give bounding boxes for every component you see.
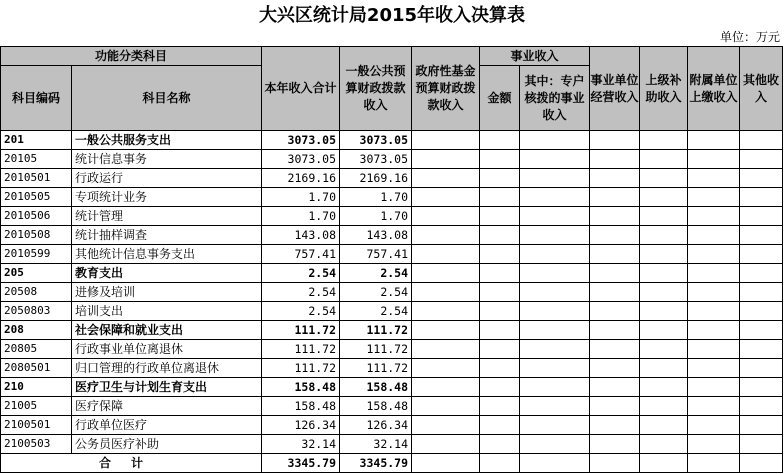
row-code: 2010505	[1, 188, 72, 207]
table-row	[1, 359, 783, 378]
row-gov-fund	[412, 302, 480, 321]
row-special	[520, 416, 590, 435]
row-affiliated	[688, 435, 740, 454]
row-gov-fund	[412, 207, 480, 226]
row-general: 143.08	[340, 226, 412, 245]
row-total: 143.08	[262, 226, 340, 245]
row-superior	[640, 169, 688, 188]
row-code: 205	[1, 264, 72, 283]
row-special	[520, 264, 590, 283]
row-code: 201	[1, 131, 72, 150]
row-gov-fund	[412, 169, 480, 188]
row-affiliated	[688, 169, 740, 188]
row-amount	[480, 131, 520, 150]
table-row	[1, 283, 783, 302]
row-operating	[590, 321, 640, 340]
row-other	[740, 435, 783, 454]
row-name: 统计信息事务	[72, 150, 262, 169]
row-code: 2050803	[1, 302, 72, 321]
row-general: 126.34	[340, 416, 412, 435]
row-operating	[590, 169, 640, 188]
row-other	[740, 131, 783, 150]
header-career-income: 事业收入	[480, 47, 590, 66]
row-superior	[640, 435, 688, 454]
table-row	[1, 302, 783, 321]
table-row	[1, 264, 783, 283]
row-operating	[590, 397, 640, 416]
header-code: 科目编码	[1, 66, 72, 131]
table-row	[1, 435, 783, 454]
row-name: 其他统计信息事务支出	[72, 245, 262, 264]
row-general: 2169.16	[340, 169, 412, 188]
row-gov-fund	[412, 416, 480, 435]
row-other	[740, 397, 783, 416]
row-total: 158.48	[262, 378, 340, 397]
row-gov-fund	[412, 359, 480, 378]
row-special	[520, 283, 590, 302]
row-general: 1.70	[340, 188, 412, 207]
row-amount	[480, 454, 520, 473]
row-gov-fund	[412, 378, 480, 397]
row-amount	[480, 397, 520, 416]
row-special	[520, 359, 590, 378]
row-general: 32.14	[340, 435, 412, 454]
row-amount	[480, 435, 520, 454]
row-general: 1.70	[340, 207, 412, 226]
row-amount	[480, 359, 520, 378]
row-general: 2.54	[340, 302, 412, 321]
header-operating: 事业单位经营收入	[590, 47, 640, 131]
row-amount	[480, 188, 520, 207]
row-gov-fund	[412, 283, 480, 302]
row-name: 专项统计业务	[72, 188, 262, 207]
row-code: 2010506	[1, 207, 72, 226]
table-row	[1, 321, 783, 340]
row-code: 2100503	[1, 435, 72, 454]
row-other	[740, 264, 783, 283]
row-superior	[640, 378, 688, 397]
row-operating	[590, 245, 640, 264]
row-gov-fund	[412, 150, 480, 169]
row-name: 教育支出	[72, 264, 262, 283]
row-total: 3073.05	[262, 131, 340, 150]
row-gov-fund	[412, 435, 480, 454]
row-code: 210	[1, 378, 72, 397]
row-operating	[590, 131, 640, 150]
row-special	[520, 454, 590, 473]
row-affiliated	[688, 283, 740, 302]
row-other	[740, 454, 783, 473]
row-general: 2.54	[340, 283, 412, 302]
row-other	[740, 378, 783, 397]
row-other	[740, 283, 783, 302]
row-special	[520, 150, 590, 169]
row-code: 21005	[1, 397, 72, 416]
row-affiliated	[688, 245, 740, 264]
total-label: 合计	[1, 454, 262, 473]
row-total: 2169.16	[262, 169, 340, 188]
table-row	[1, 188, 783, 207]
unit-label: 单位：万元	[719, 30, 780, 44]
row-operating	[590, 359, 640, 378]
table-row	[1, 245, 783, 264]
row-total: 2.54	[262, 283, 340, 302]
row-superior	[640, 340, 688, 359]
row-name: 统计抽样调查	[72, 226, 262, 245]
row-superior	[640, 245, 688, 264]
table-row	[1, 131, 783, 150]
row-name: 行政单位医疗	[72, 416, 262, 435]
row-affiliated	[688, 226, 740, 245]
row-general: 2.54	[340, 264, 412, 283]
row-superior	[640, 359, 688, 378]
row-name: 医疗保障	[72, 397, 262, 416]
row-affiliated	[688, 340, 740, 359]
row-gov-fund	[412, 264, 480, 283]
row-name: 归口管理的行政单位离退休	[72, 359, 262, 378]
row-total: 1.70	[262, 188, 340, 207]
row-amount	[480, 169, 520, 188]
row-amount	[480, 416, 520, 435]
row-code: 20508	[1, 283, 72, 302]
row-other	[740, 245, 783, 264]
header-name: 科目名称	[72, 66, 262, 131]
row-operating	[590, 283, 640, 302]
row-affiliated	[688, 397, 740, 416]
row-general: 111.72	[340, 340, 412, 359]
row-total: 126.34	[262, 416, 340, 435]
table-row	[1, 226, 783, 245]
total-row	[1, 454, 783, 473]
row-other	[740, 150, 783, 169]
row-affiliated	[688, 207, 740, 226]
row-name: 进修及培训	[72, 283, 262, 302]
row-affiliated	[688, 416, 740, 435]
header-other: 其他收入	[740, 47, 783, 131]
row-gov-fund	[412, 454, 480, 473]
row-operating	[590, 302, 640, 321]
row-operating	[590, 435, 640, 454]
header-superior-subsidy: 上级补助收入	[640, 47, 688, 131]
row-special	[520, 169, 590, 188]
row-operating	[590, 378, 640, 397]
page-title: 大兴区统计局2015年收入决算表	[258, 5, 526, 26]
table-row	[1, 150, 783, 169]
row-code: 2080501	[1, 359, 72, 378]
header-general-budget: 一般公共预算财政拨款收入	[340, 47, 412, 131]
row-superior	[640, 207, 688, 226]
row-special	[520, 207, 590, 226]
row-code: 2010508	[1, 226, 72, 245]
row-special	[520, 340, 590, 359]
row-general: 111.72	[340, 359, 412, 378]
header-gov-fund: 政府性基金预算财政拨款收入	[412, 47, 480, 131]
row-other	[740, 359, 783, 378]
row-total: 158.48	[262, 397, 340, 416]
row-amount	[480, 321, 520, 340]
row-superior	[640, 150, 688, 169]
row-affiliated	[688, 150, 740, 169]
row-code: 2100501	[1, 416, 72, 435]
row-general: 158.48	[340, 397, 412, 416]
row-amount	[480, 283, 520, 302]
row-amount	[480, 378, 520, 397]
row-operating	[590, 416, 640, 435]
row-amount	[480, 226, 520, 245]
row-code: 20105	[1, 150, 72, 169]
row-amount	[480, 340, 520, 359]
header-affiliated: 附属单位上缴收入	[688, 47, 740, 131]
row-code: 208	[1, 321, 72, 340]
table-row	[1, 416, 783, 435]
row-general: 3073.05	[340, 131, 412, 150]
row-other	[740, 207, 783, 226]
row-code: 2010599	[1, 245, 72, 264]
row-affiliated	[688, 188, 740, 207]
row-total: 3073.05	[262, 150, 340, 169]
table-row	[1, 207, 783, 226]
header-func-category: 功能分类科目	[1, 47, 262, 66]
row-special	[520, 226, 590, 245]
row-operating	[590, 226, 640, 245]
header-amount: 金额	[480, 66, 520, 131]
row-name: 公务员医疗补助	[72, 435, 262, 454]
row-other	[740, 340, 783, 359]
row-amount	[480, 264, 520, 283]
row-special	[520, 397, 590, 416]
row-gov-fund	[412, 397, 480, 416]
row-name: 行政事业单位离退休	[72, 340, 262, 359]
row-gov-fund	[412, 340, 480, 359]
row-general: 3073.05	[340, 150, 412, 169]
row-total: 3345.79	[262, 454, 340, 473]
row-name: 行政运行	[72, 169, 262, 188]
row-general: 111.72	[340, 321, 412, 340]
row-other	[740, 188, 783, 207]
row-affiliated	[688, 264, 740, 283]
row-superior	[640, 283, 688, 302]
header-special-among: 其中：专户核拨的事业收入	[520, 66, 590, 131]
row-special	[520, 378, 590, 397]
row-superior	[640, 321, 688, 340]
row-superior	[640, 264, 688, 283]
row-general: 3345.79	[340, 454, 412, 473]
row-name: 医疗卫生与计划生育支出	[72, 378, 262, 397]
row-superior	[640, 416, 688, 435]
table-row	[1, 340, 783, 359]
row-total: 2.54	[262, 302, 340, 321]
row-operating	[590, 340, 640, 359]
row-name: 统计管理	[72, 207, 262, 226]
row-other	[740, 416, 783, 435]
row-amount	[480, 150, 520, 169]
income-table	[0, 46, 783, 473]
row-amount	[480, 245, 520, 264]
row-special	[520, 321, 590, 340]
row-special	[520, 245, 590, 264]
row-affiliated	[688, 378, 740, 397]
row-special	[520, 188, 590, 207]
table-row	[1, 169, 783, 188]
row-operating	[590, 150, 640, 169]
row-name: 一般公共服务支出	[72, 131, 262, 150]
row-amount	[480, 302, 520, 321]
row-superior	[640, 454, 688, 473]
row-total: 1.70	[262, 207, 340, 226]
row-gov-fund	[412, 245, 480, 264]
row-total: 2.54	[262, 264, 340, 283]
row-gov-fund	[412, 226, 480, 245]
row-affiliated	[688, 359, 740, 378]
row-affiliated	[688, 302, 740, 321]
row-gov-fund	[412, 188, 480, 207]
table-row	[1, 397, 783, 416]
row-name: 培训支出	[72, 302, 262, 321]
row-superior	[640, 302, 688, 321]
row-operating	[590, 264, 640, 283]
row-other	[740, 226, 783, 245]
row-total: 111.72	[262, 340, 340, 359]
row-other	[740, 321, 783, 340]
row-name: 社会保障和就业支出	[72, 321, 262, 340]
row-gov-fund	[412, 321, 480, 340]
row-code: 20805	[1, 340, 72, 359]
header-total: 本年收入合计	[262, 47, 340, 131]
row-superior	[640, 226, 688, 245]
row-amount	[480, 207, 520, 226]
row-special	[520, 435, 590, 454]
row-other	[740, 169, 783, 188]
row-total: 111.72	[262, 359, 340, 378]
row-affiliated	[688, 131, 740, 150]
row-general: 158.48	[340, 378, 412, 397]
row-code: 2010501	[1, 169, 72, 188]
row-superior	[640, 188, 688, 207]
row-affiliated	[688, 321, 740, 340]
row-total: 32.14	[262, 435, 340, 454]
row-operating	[590, 188, 640, 207]
row-special	[520, 131, 590, 150]
row-special	[520, 302, 590, 321]
row-general: 757.41	[340, 245, 412, 264]
row-total: 757.41	[262, 245, 340, 264]
row-total: 111.72	[262, 321, 340, 340]
row-superior	[640, 131, 688, 150]
row-other	[740, 302, 783, 321]
table-row	[1, 378, 783, 397]
row-gov-fund	[412, 131, 480, 150]
row-operating	[590, 454, 640, 473]
row-affiliated	[688, 454, 740, 473]
row-operating	[590, 207, 640, 226]
row-superior	[640, 397, 688, 416]
